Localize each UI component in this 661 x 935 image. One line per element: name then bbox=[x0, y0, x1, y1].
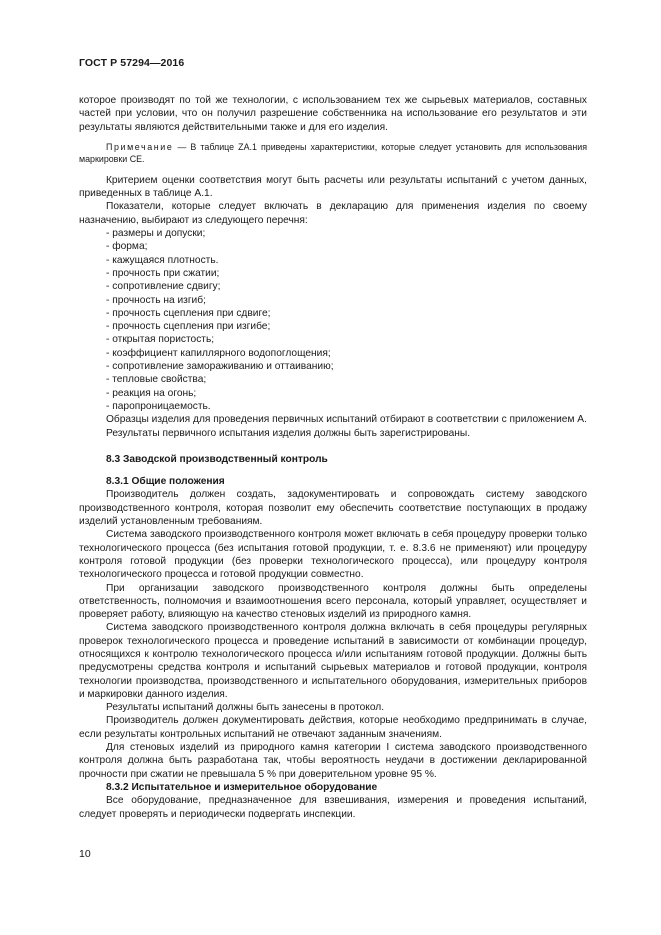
paragraph: Система заводского производственного контроля должна включать в себя процедуры регулярных проверок технологического процесса и проведение испытаний в зависимости от комбинации процедур, относящихся к контролю технологического процесса и/или испытаниям готовой продукции. Должны быть предусмотрены средства контроля и испытаний сырьевых материалов и готовой продукции, контроля технологии производства, производственного и испытательного оборудования, измерительных приборов и маркировки данного изделия. bbox=[79, 622, 587, 700]
properties-list bbox=[79, 227, 587, 413]
list-item: - реакция на огонь; bbox=[106, 387, 197, 399]
paragraph: Образцы изделия для проведения первичных испытаний отбирают в соответствии с приложением А. bbox=[106, 414, 587, 426]
note-label: Примечание bbox=[106, 141, 174, 152]
paragraph: Результаты испытаний должны быть занесены в протокол. bbox=[106, 702, 385, 714]
list-item: - сопротивление замораживанию и оттаиванию; bbox=[106, 361, 334, 373]
paragraph: Система заводского производственного контроля может включать в себя процедуру проверки только технологического процесса (без испытания готовой продукции, т. е. 8.3.6 не применяют) или процедуру контроля готовой продукции (без проверки технологического процесса), или процедуру контроля технологического процесса и готовой продукции совместно. bbox=[79, 529, 587, 581]
paragraph: Результаты первичного испытания изделия должны быть зарегистрированы. bbox=[106, 427, 471, 439]
paragraph: которое производят по той же технологии, с использованием тех же сырьевых материалов, составных частей при условии, что он получил разрешение собственника на использование его результатов и эти результаты являются действительными также и для его изделия. bbox=[79, 95, 587, 133]
paragraph: Критерием оценки соответствия могут быть расчеты или результаты испытаний с учетом данных, приведенных в таблице А.1. bbox=[79, 174, 587, 200]
page-header-standard-number: ГОСТ Р 57294—2016 bbox=[79, 57, 185, 69]
list-item: - прочность на изгиб; bbox=[106, 294, 206, 306]
list-item: - прочность сцепления при изгибе; bbox=[106, 321, 271, 333]
page-number: 10 bbox=[79, 848, 91, 860]
list-item: - тепловые свойства; bbox=[106, 374, 207, 386]
note-text: — В таблице ZA.1 приведены характеристики, которые следует установить для использования маркировки CE. bbox=[79, 141, 587, 164]
paragraph: Все оборудование, предназначенное для взвешивания, измерения и проведения испытаний, следует проверять и периодически подвергать инспекции. bbox=[79, 795, 587, 820]
note bbox=[79, 141, 587, 165]
list-item: - паропроницаемость. bbox=[106, 400, 211, 412]
section-heading-8-3: 8.3 Заводской производственный контроль bbox=[106, 453, 328, 465]
list-item: - кажущаяся плотность. bbox=[106, 254, 219, 266]
list-item: - размеры и допуски; bbox=[106, 228, 206, 240]
list-item: - прочность при сжатии; bbox=[106, 267, 220, 279]
paragraph: Показатели, которые следует включать в декларацию для применения изделия по своему назначению, выбирают из следующего перечня: bbox=[79, 201, 587, 226]
list-item: - коэффициент капиллярного водопоглощения; bbox=[106, 347, 331, 359]
paragraph: Производитель должен документировать действия, которые необходимо предпринимать в случае, если результаты контрольных испытаний не отвечают заданным значениям. bbox=[79, 715, 587, 740]
page-body bbox=[79, 94, 587, 821]
subsection-heading-8-3-1: 8.3.1 Общие положения bbox=[106, 476, 225, 488]
list-item: - открытая пористость; bbox=[106, 334, 215, 346]
list-item: - прочность сцепления при сдвиге; bbox=[106, 307, 271, 319]
subsection-heading-8-3-2: 8.3.2 Испытательное и измерительное оборудование bbox=[106, 781, 378, 793]
paragraph: Производитель должен создать, задокументировать и сопровождать систему заводского производственного контроля, которая позволит ему обеспечить соответствие поступающих в продажу изделий установленным требованиям. bbox=[79, 489, 587, 528]
paragraph: При организации заводского производственного контроля должны быть определены ответственность, полномочия и взаимоотношения всего персонала, который управляет, осуществляет и проверяет работу, влияющую на качество стеновых изделий из природного камня. bbox=[79, 582, 587, 621]
list-item: - форма; bbox=[106, 241, 148, 253]
list-item: - сопротивление сдвигу; bbox=[106, 281, 221, 293]
paragraph: Для стеновых изделий из природного камня категории I система заводского производственного контроля должна быть разработана так, чтобы вероятность неудачи в достижении декларированной прочности при сжатии не превышала 5 % при доверительном уровне 95 %. bbox=[79, 742, 587, 780]
